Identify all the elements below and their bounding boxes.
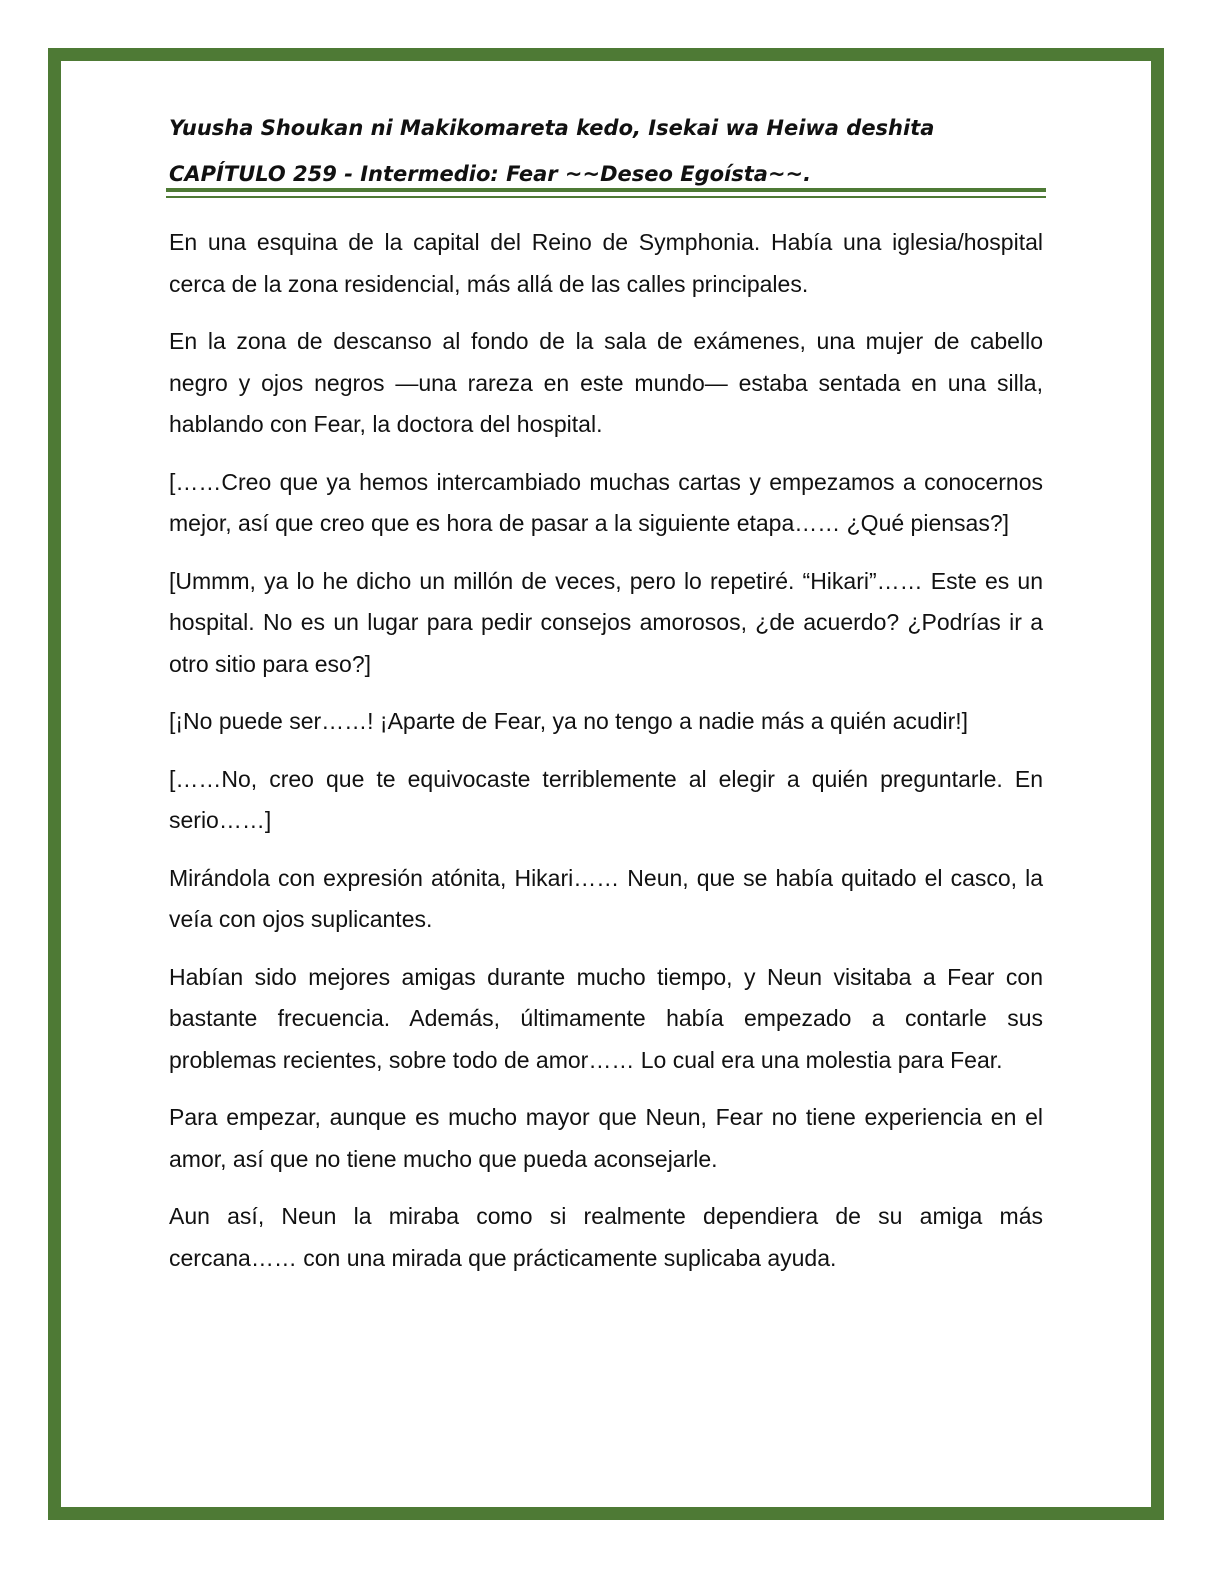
paragraph: [……No, creo que te equivocaste terriblemente al elegir a quién preguntarle. En serio……] — [169, 765, 1043, 833]
title-divider-thick — [166, 188, 1046, 192]
paragraph: Habían sido mejores amigas durante mucho tiempo, y Neun visitaba a Fear con bastante frecuencia. Además, últimamente había empezado a contarle sus problemas recientes, sobre todo de amor…… Lo cual era una molestia para Fear. — [169, 963, 1043, 1073]
header — [169, 108, 1043, 194]
paragraph: [……Creo que ya hemos intercambiado muchas cartas y empezamos a conocernos mejor, así que creo que es hora de pasar a la siguiente etapa…… ¿Qué piensas?] — [169, 468, 1043, 536]
paragraph: En una esquina de la capital del Reino de Symphonia. Había una iglesia/hospital cerca de la zona residencial, más allá de las calles principales. — [169, 229, 1043, 297]
novel-title: Yuusha Shoukan ni Makikomareta kedo, Isekai wa Heiwa deshita — [169, 116, 935, 140]
paragraph: [¡No puede ser……! ¡Aparte de Fear, ya no tengo a nadie más a quién acudir!] — [169, 708, 969, 734]
paragraph: Para empezar, aunque es mucho mayor que Neun, Fear no tiene experiencia en el amor, así que no tiene mucho que pueda aconsejarle. — [169, 1104, 1043, 1172]
title-divider-thin — [166, 196, 1046, 198]
paragraph: Mirándola con expresión atónita, Hikari…… Neun, que se había quitado el casco, la veía con ojos suplicantes. — [169, 864, 1043, 932]
paragraph: En la zona de descanso al fondo de la sala de exámenes, una mujer de cabello negro y ojos negros —una rareza en este mundo— estaba sentada en una silla, hablando con Fear, la doctora del hospital. — [169, 328, 1043, 437]
chapter-body — [169, 222, 1043, 1295]
chapter-title: CAPÍTULO 259 - Intermedio: Fear ~~Deseo Egoísta~~. — [169, 162, 812, 186]
paragraph: [Ummm, ya lo he dicho un millón de veces, pero lo repetiré. “Hikari”…… Este es un hospital. No es un lugar para pedir consejos amorosos, ¿de acuerdo? ¿Podrías ir a otro sitio para eso?] — [169, 567, 1043, 677]
paragraph: Aun así, Neun la miraba como si realmente dependiera de su amiga más cercana…… con una mirada que prácticamente suplicaba ayuda. — [169, 1203, 1043, 1271]
